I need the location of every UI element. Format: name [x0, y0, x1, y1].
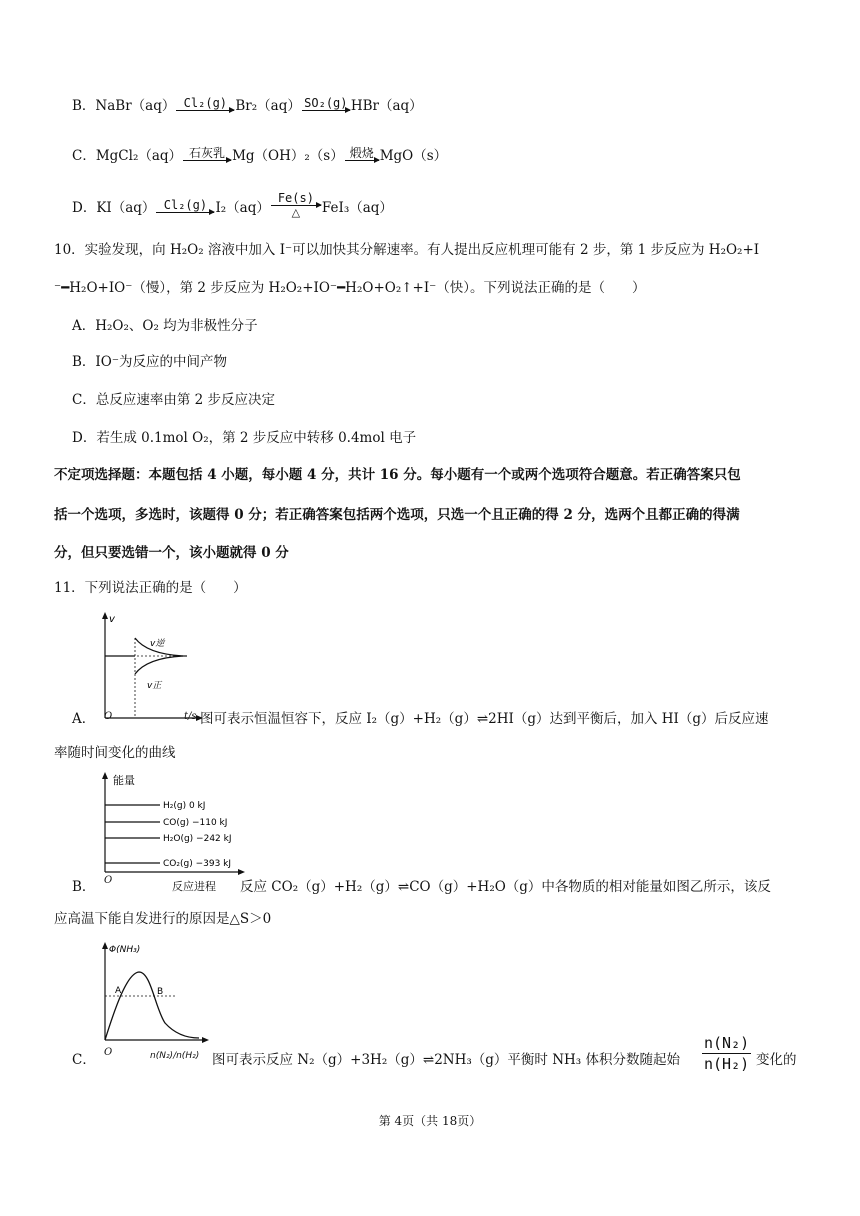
fig-b-x-label: 反应进程	[172, 880, 216, 893]
option-label: B．	[72, 98, 96, 114]
fig-c-x-label: n(N₂)/n(H₂)	[150, 1051, 200, 1061]
q11-c-tail: 变化的	[756, 1052, 797, 1068]
intermediate: Mg（OH）₂（s）	[232, 148, 344, 164]
q11-b-label: B．	[72, 879, 96, 895]
q11-c-text: 图可表示反应 N₂（g）+3H₂（g）⇌2NH₃（g）平衡时 NH₃ 体积分数随起始	[212, 1052, 681, 1068]
reactant: MgCl₂（aq）	[95, 148, 183, 164]
reaction-arrow	[176, 97, 234, 116]
arrow-reagent: SO₂(g)	[304, 96, 348, 110]
fraction-denominator: n(H₂)	[704, 1055, 750, 1073]
fig-b-origin: O	[104, 875, 113, 886]
arrow-reagent: Cl₂(g)	[163, 198, 208, 212]
q11-a-label: A．	[72, 711, 96, 727]
arrow-reagent: 煅烧	[349, 146, 374, 160]
q11-a-text1: 图可表示恒温恒容下，反应 I₂（g）+H₂（g）⇌2HI（g）达到平衡后，加入 HI（g）后反应速	[200, 711, 769, 727]
ratio-fraction	[702, 1033, 751, 1074]
fig-a-origin: O	[104, 711, 113, 722]
figure-c-nh3-fraction	[95, 938, 210, 1048]
point-a-label: A	[115, 986, 122, 996]
product: HBr（aq）	[350, 98, 423, 114]
arrow-reagent: Fe(s)	[277, 191, 314, 205]
figure-b-energy-levels	[95, 770, 245, 880]
section-instructions-line1: 不定项选择题：本题包括 4 小题，每小题 4 分，共计 16 分。每小题有一个或两个选项符合题意。若正确答案只包	[54, 467, 741, 483]
q11-stem: 11．下列说法正确的是（ ）	[54, 580, 247, 596]
fig-c-origin: O	[104, 1047, 113, 1058]
reactant: NaBr（aq）	[95, 98, 176, 114]
option-c-mgcl2	[72, 146, 447, 166]
section-instructions-line2: 括一个选项，多选时，该题得 0 分；若正确答案包括两个选项，只选一个且正确的得 2 分，选两个且都正确的得满	[54, 507, 740, 523]
y-axis-label: Φ(NH₃)	[109, 945, 141, 955]
arrow-reagent: 石灰乳	[189, 146, 226, 160]
reaction-arrow	[302, 97, 350, 116]
fraction-numerator: n(N₂)	[704, 1034, 750, 1052]
option-d-ki	[72, 192, 393, 218]
reaction-arrow	[345, 147, 379, 166]
energy-level-co2: CO₂(g) −393 kJ	[163, 859, 232, 869]
heat-symbol: △	[291, 206, 301, 219]
reactant: KI（aq）	[96, 200, 156, 216]
q10-line2: ⁻━H₂O+IO⁻（慢），第 2 步反应为 H₂O₂+IO⁻━H₂O+O₂↑+I⁻（快）。下列说法正确的是（ ）	[54, 280, 646, 296]
product: MgO（s）	[379, 148, 448, 164]
q11-b-text2: 应高温下能自发进行的原因是△S＞0	[54, 911, 272, 927]
reaction-arrow-heat	[271, 192, 321, 218]
q11-c-label: C．	[72, 1052, 96, 1068]
q10-option-d: D．若生成 0.1mol O₂，第 2 步反应中转移 0.4mol 电子	[72, 430, 417, 446]
energy-level-co: CO(g) −110 kJ	[163, 818, 228, 828]
page-footer: 第 4页（共 18页）	[378, 1114, 482, 1128]
curve-label-reverse: v逆	[150, 639, 165, 649]
q10-option-b: B．IO⁻为反应的中间产物	[72, 354, 227, 370]
option-label: D．	[72, 200, 97, 216]
curve-label-forward: v正	[147, 681, 162, 691]
product: FeI₃（aq）	[321, 200, 393, 216]
energy-level-h2o: H₂O(g) −242 kJ	[163, 834, 232, 844]
option-b-nabr	[72, 96, 423, 116]
option-label: C．	[72, 148, 96, 164]
y-axis-label: 能量	[113, 774, 135, 787]
intermediate: I₂（aq）	[215, 200, 270, 216]
q11-b-text1: 反应 CO₂（g）+H₂（g）⇌CO（g）+H₂O（g）中各物质的相对能量如图乙所示，该反	[240, 879, 771, 895]
section-instructions-line3: 分，但只要选错一个，该小题就得 0 分	[54, 545, 289, 561]
reaction-arrow	[183, 147, 231, 166]
y-axis-label: v	[109, 614, 115, 625]
q10-option-a: A．H₂O₂、O₂ 均为非极性分子	[72, 318, 258, 334]
intermediate: Br₂（aq）	[235, 98, 301, 114]
point-b-label: B	[157, 987, 164, 997]
q10-line1: 10．实验发现，向 H₂O₂ 溶液中加入 I⁻可以加快其分解速率。有人提出反应机理可能有 2 步，第 1 步反应为 H₂O₂+I	[54, 242, 760, 258]
energy-level-h2: H₂(g) 0 kJ	[163, 801, 206, 811]
fig-a-x-label: t/s	[184, 711, 197, 722]
q11-a-text2: 率随时间变化的曲线	[54, 745, 176, 761]
q10-option-c: C．总反应速率由第 2 步反应决定	[72, 392, 276, 408]
arrow-reagent: Cl₂(g)	[183, 96, 228, 110]
reaction-arrow	[156, 199, 214, 218]
